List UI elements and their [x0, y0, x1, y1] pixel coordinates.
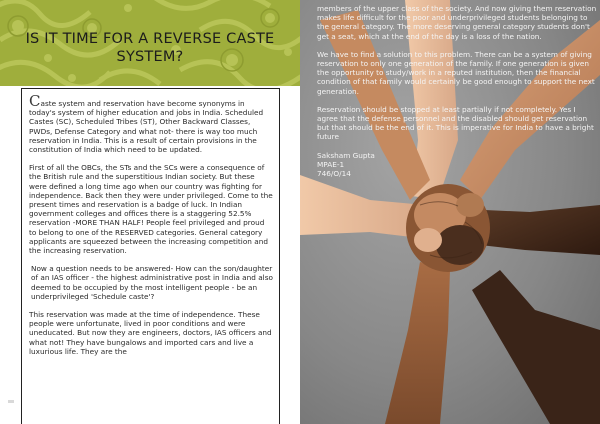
article-paragraph-3: Now a question needs to be answered- How can the son/daughter of an IAS officer - the highest administrative post in India and also deemed to be occupied by the most intelligent people - be an underprivileged 'Schedule caste'?: [31, 264, 273, 301]
page-marker: [8, 400, 14, 403]
article-text-box: [21, 88, 280, 424]
article-title: IS IT TIME FOR A REVERSE CASTE SYSTEM?: [25, 31, 275, 65]
right-page: [300, 0, 600, 424]
continuation-text: [317, 4, 597, 178]
continuation-paragraph-1: members of the upper class of the society. And now giving them reservation makes life difficult for the poor and underprivileged students belonging to the general category. The more deserving general category students don't get a seat, which at the end of the day is a loss of the nation.: [317, 4, 597, 41]
author-signature: [317, 151, 597, 179]
article-paragraph-4: This reservation was made at the time of independence. These people were unfortunate, lived in poor conditions and were uneducated. But now they are engineers, doctors, IAS officers and what not! They have bungalows and imported cars and live a luxurious life. They are the: [29, 310, 272, 356]
article-paragraph-1-text: aste system and reservation have become synonyms in today's system of higher education and jobs in India. Scheduled Castes (SC), Scheduled Tribes (ST), Other Backward Classes, PWDs, Defense Category and what not- there is way too much reservation in India. This is a result of certain provisions in the constitution of India which need to be updated.: [29, 99, 264, 155]
continuation-paragraph-2: We have to find a solution to this problem. There can be a system of giving reservation to only one generation of the family. If one generation is given the opportunity to study/work in a reputed institution, then the financial condition of that family would certainly be good enough to support the next generation.: [317, 49, 595, 96]
author-name: Saksham Gupta: [317, 150, 375, 160]
title-banner: [0, 0, 300, 86]
author-program: MPAE-1: [317, 159, 345, 169]
article-paragraph-2: First of all the OBCs, the STs and the SCs were a consequence of the British rule and the superstitious Indian society. But these were defined a long time ago when our country was fighting for independence. Back then they were under privileged. Come to the present times and reservation is a badge of luck. In Indian government colleges and offices there is a staggering 52.5% reservation -MORE THAN HALF! People feel privileged and proud to belong to one of the RESERVED categories. General category applicants are squeezed between the increasing competition and the increasing reservation.: [29, 163, 273, 256]
author-roll-number: 746/O/14: [317, 169, 351, 179]
continuation-paragraph-3: Reservation should be stopped at least partially if not completely. Yes I agree that the defense personnel and the disabled should get reservation but that should be the end of it. This is imperative for India to have a bright future: [317, 104, 594, 142]
drop-cap: C: [29, 92, 41, 110]
article-paragraph-1: [29, 92, 273, 155]
